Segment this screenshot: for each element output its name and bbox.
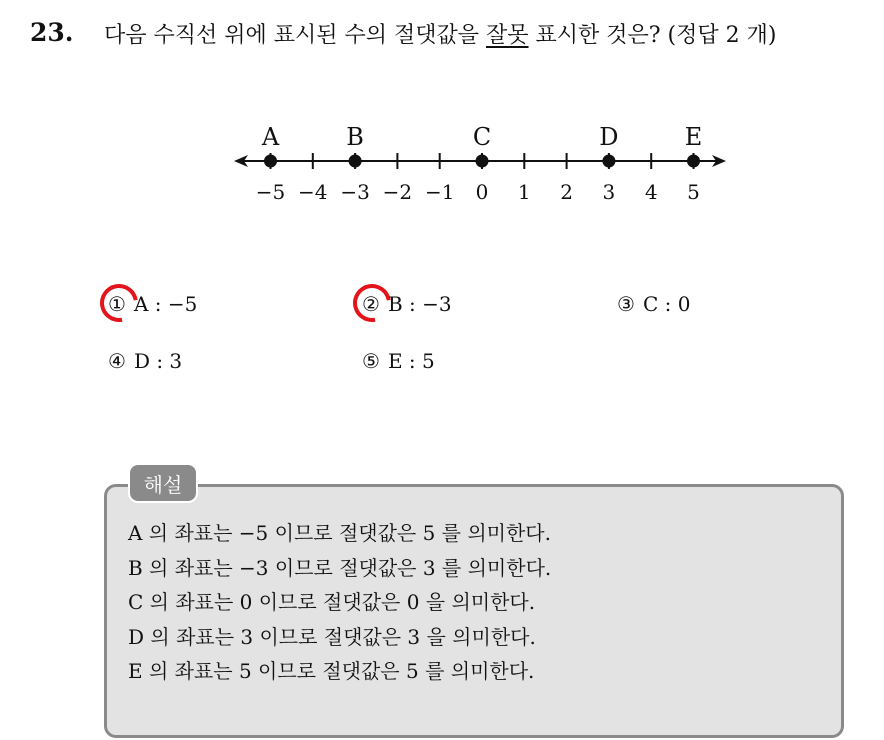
choice-1[interactable] [108,292,197,316]
tick-label: 3 [602,180,616,204]
choice-3[interactable] [617,292,690,316]
choice-3-text: C : 0 [642,292,691,316]
tick-label: 1 [517,180,531,204]
question-underlined-word: 잘못 [486,23,529,48]
question-text-after: 표시한 것은? (정답 2 개) [528,23,777,48]
choice-4-number: ④ [108,349,126,373]
point-label-a: A [261,123,280,151]
solution-lines [128,516,551,689]
point-label-c: C [472,123,492,151]
point-label-e: E [684,123,703,151]
point-d [602,155,615,168]
point-a [264,155,277,168]
solution-line: A 의 좌표는 −5 이므로 절댓값은 5 를 의미한다. [128,521,551,545]
question-number: 23. [30,18,74,47]
tick-label: 2 [560,180,573,204]
choice-5-text: E : 5 [387,349,435,373]
tick-label: −2 [382,180,413,204]
choice-5[interactable] [362,349,435,373]
question-text-before: 다음 수직선 위에 표시된 수의 절댓값을 [104,23,486,48]
solution-line: E 의 좌표는 5 이므로 절댓값은 5 를 의미한다. [128,659,535,683]
solution-line: D 의 좌표는 3 이므로 절댓값은 3 을 의미한다. [128,624,536,649]
point-b [349,155,362,168]
choice-3-number: ③ [617,292,635,316]
choice-4-text: D : 3 [133,349,183,373]
solution-line: B 의 좌표는 −3 이므로 절댓값은 3 를 의미한다. [128,555,552,580]
choice-2-text: B : −3 [387,292,452,316]
point-c [476,155,489,168]
choice-4[interactable] [108,349,182,373]
tick-label: −5 [255,180,286,204]
choice-1-text: A : −5 [133,292,198,316]
solution-line: C 의 좌표는 0 이므로 절댓값은 0 을 의미한다. [128,590,536,614]
choice-5-number: ⑤ [362,349,380,373]
point-label-d: D [599,123,619,151]
tick-label: −1 [424,180,455,204]
number-line [0,0,884,230]
tick-label: 4 [644,180,658,204]
tick-label: 5 [687,180,700,204]
point-label-b: B [346,123,364,151]
tick-label: −3 [340,180,370,204]
tick-label: 0 [475,180,489,204]
point-e [687,155,700,168]
choice-2-number: ② [362,292,380,316]
choice-2[interactable] [362,292,452,316]
solution-title: 해설 [128,463,198,503]
choice-1-number: ① [108,292,126,316]
tick-label: −4 [298,180,328,204]
